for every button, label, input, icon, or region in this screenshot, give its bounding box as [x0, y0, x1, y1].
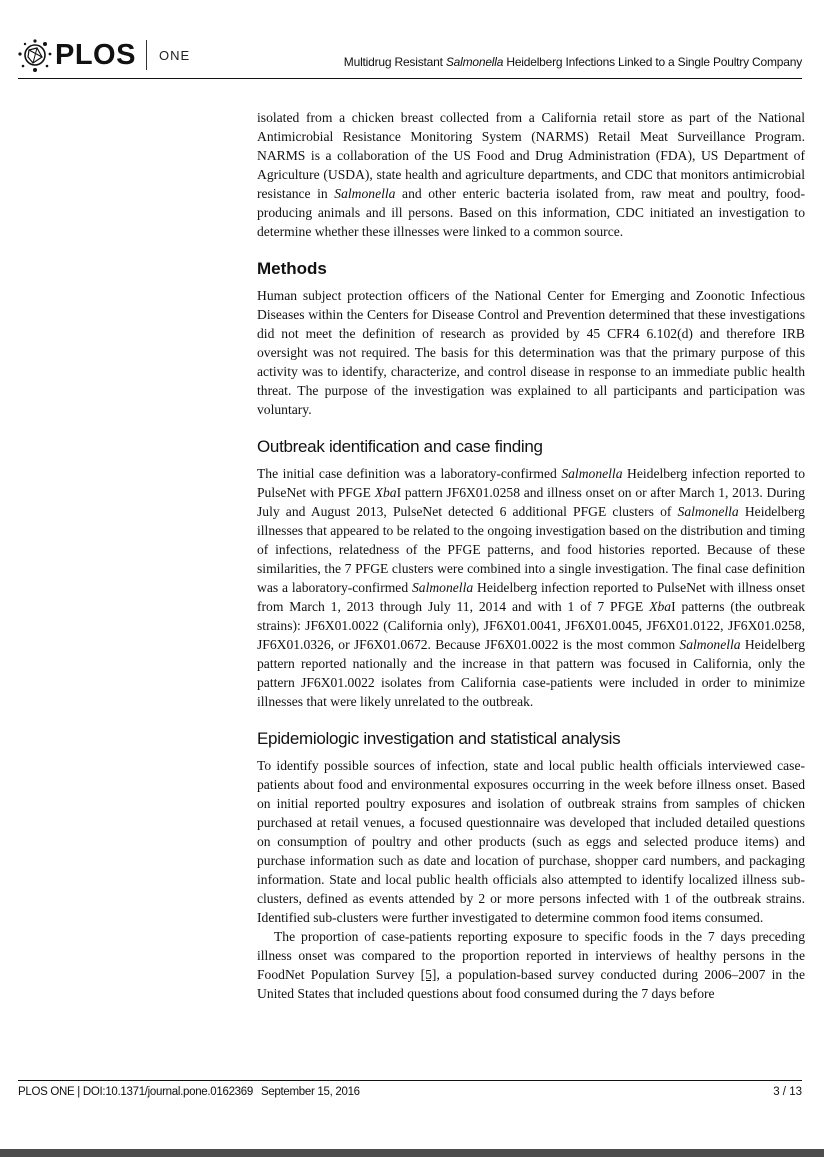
running-title-post: Heidelberg Infections Linked to a Single Poultry Company — [503, 55, 802, 69]
text-span: I pattern JF6X01.0258 and illness onset on or after March 1, 2013. During July and August 2013, PulseNet detected 6 additional PFGE clusters of — [257, 485, 805, 519]
footer-citation — [18, 1086, 360, 1098]
methods-paragraph: Human subject protection officers of the National Center for Emerging and Zoonotic Infectious Diseases within the Centers for Disease Control and Prevention determined that these investigations did not meet the definition of research as provided by 45 CFR4 6.102(d) and therefore IRB oversight was not required. The basis for this determination was that the primary purpose of this activity was to identify, characterize, and control disease in response to an immediate public health threat. The purpose of the investigation was explained to all participants and participation was voluntary. — [257, 288, 805, 417]
logo-one-text: ONE — [158, 47, 191, 63]
viewer-bottom-bar — [0, 1149, 824, 1157]
italic-text: Salmonella — [677, 504, 739, 519]
text-span: Heidelberg pattern reported nationally and the increase in that pattern was focused in California, only the pattern JF6X01.0022 isolates from California case-patients were included in order to minimize illnesses that were likely unrelated to the outbreak. — [257, 637, 806, 709]
text-span: The proportion of case-patients reporting exposure to specific foods in the 7 days preceding illness onset was compared to the proportion reported in interviews of healthy persons in the FoodNet Population Survey — [257, 929, 805, 982]
italic-text: Xba — [649, 599, 672, 614]
article-body — [257, 108, 805, 1003]
running-title-pre: Multidrug Resistant — [343, 55, 446, 69]
logo-plos-text: PLOS — [55, 39, 136, 71]
footer-date: September 15, 2016 — [260, 1086, 360, 1098]
text-span: , a population-based survey conducted during 2006–2007 in the United States that included questions about food consumed during the 7 days before — [257, 967, 805, 1001]
running-title — [344, 55, 802, 69]
section-heading-methods: Methods — [257, 259, 327, 278]
italic-text: Salmonella — [334, 186, 396, 201]
running-title-italic: Salmonella — [445, 55, 504, 69]
intro-paragraph — [257, 108, 805, 241]
logo-separator — [146, 40, 147, 70]
text-span: I patterns (the outbreak strains): JF6X01.0022 (California only), JF6X01.0041, JF6X01.0045, JF6X01.0122, JF6X01.0258, JF6X01.0326, or JF6X01.0672. Because JF6X01.0022 is the most common — [257, 599, 805, 652]
text-span: isolated from a chicken breast collected from a California retail store as part of the National Antimicrobial Resistance Monitoring System (NARMS) Retail Meat Surveillance Program. NARMS is a collaboration of the US Food and Drug Administration (FDA), US Department of Agriculture (USDA), state health and agriculture departments, and CDC that monitors antimicrobial resistance in — [257, 110, 805, 201]
text-span: The initial case definition was a laboratory-confirmed — [257, 466, 562, 481]
italic-text: Salmonella — [411, 580, 474, 595]
outbreak-paragraph — [257, 464, 805, 711]
text-span: Heidelberg infection reported to PulseNet with PFGE — [257, 466, 805, 500]
subsection-heading-outbreak: Outbreak identification and case finding — [257, 437, 543, 456]
text-span: Heidelberg illnesses that appeared to be related to the ongoing investigation based on the distribution and timing of infections, relatedness of the PFGE patterns, and food histories reported. Because of these similarities, the 7 PFGE clusters were combined into a single investigation. The final case definition was a laboratory-confirmed — [257, 504, 805, 595]
text-span: and other enteric bacteria isolated from, raw meat and poultry, food-producing animals and ill persons. Based on this information, CDC initiated an investigation to determine whether these illnesses were linked to a common source. — [257, 186, 805, 239]
subsection-heading-epidemiologic: Epidemiologic investigation and statistical analysis — [257, 729, 621, 748]
header-rule — [18, 78, 802, 79]
footer-doi: PLOS ONE | DOI:10.1371/journal.pone.0162369 — [18, 1086, 253, 1098]
footer-rule — [18, 1080, 802, 1081]
plos-one-logo — [18, 38, 190, 72]
page-number: 3 / 13 — [773, 1086, 802, 1098]
italic-text: Salmonella — [561, 466, 623, 481]
italic-text: Xba — [374, 485, 397, 500]
epi-paragraph-1: To identify possible sources of infection, state and local public health officials interviewed case-patients about food and environmental exposures occurring in the week before illness onset. Based on initial reported poultry exposures and isolation of outbreak strains from samples of chicken purchased at retail venues, a focused questionnaire was developed that included detailed questions on consumption of poultry and other products (such as eggs and selected produce items) and purchase information such as date and location of purchase, shopper card numbers, and packaging information. State and local public health officials also attempted to identify localized illness sub-clusters, defined as events attended by 2 or more persons infected with 1 of the outbreak strains. Identified sub-clusters were further investigated to determine common food items consumed. — [257, 758, 805, 925]
epi-paragraph-2 — [257, 927, 805, 1003]
reference-link-5[interactable]: [5] — [420, 967, 437, 982]
text-span: Heidelberg infection reported to PulseNet with illness onset from March 1, 2013 through July 11, 2014 and with 1 of 7 PFGE — [257, 580, 805, 614]
plos-globe-icon — [18, 38, 52, 72]
italic-text: Salmonella — [679, 637, 741, 652]
